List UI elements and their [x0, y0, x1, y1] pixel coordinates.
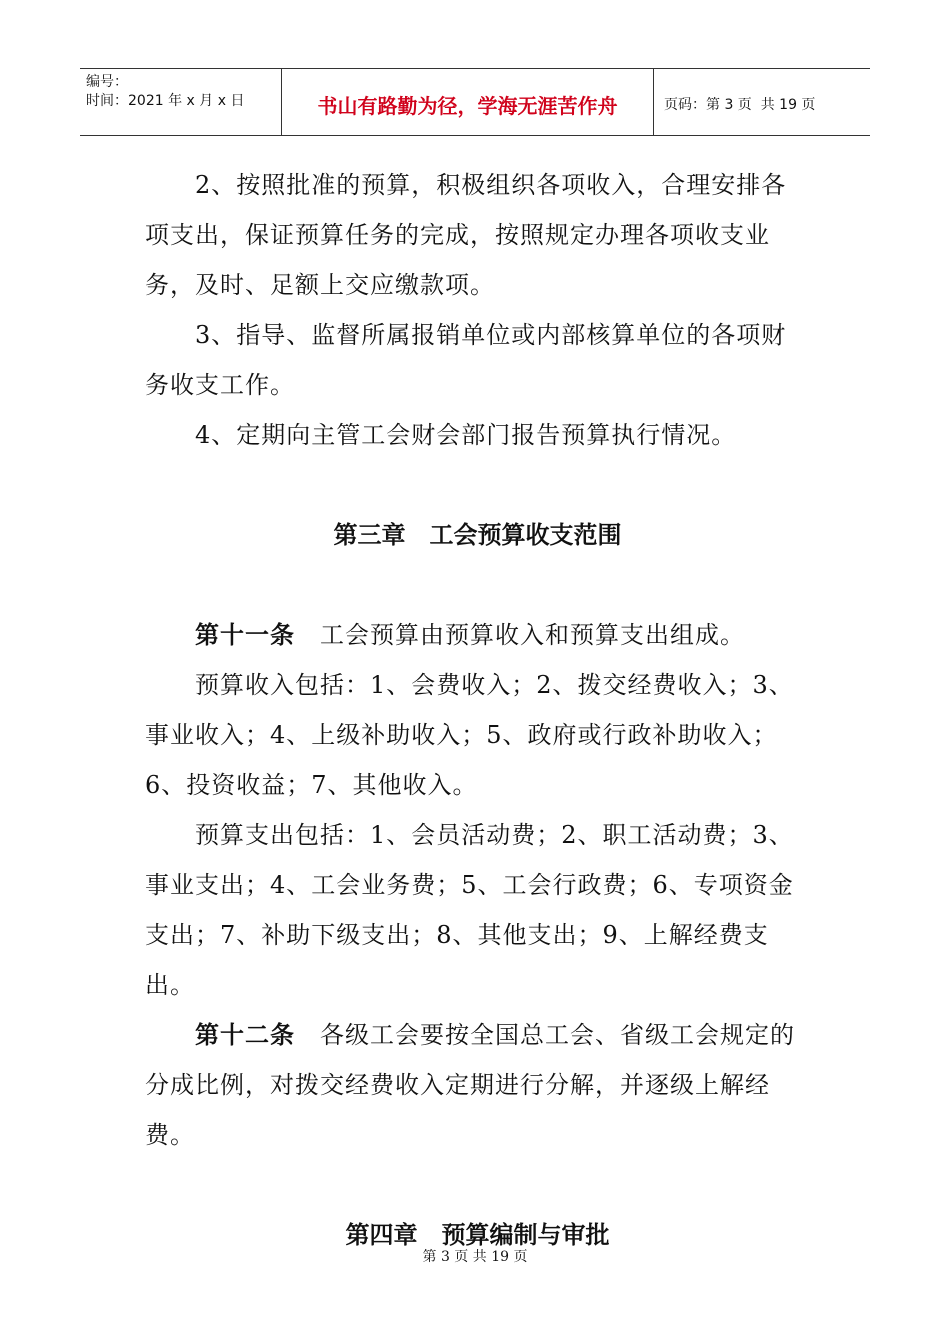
header-time: 时间：2021 年 x 月 x 日	[86, 93, 245, 109]
chapter-3-title: 第三章 工会预算收支范围	[333, 521, 622, 549]
paragraph-item-3: 3、指导、监督所属报销单位或内部核算单位的各项财务收支工作。	[145, 321, 787, 399]
header-motto: 书山有路勤为径，学海无涯苦作舟	[282, 69, 654, 135]
chapter-4-title: 第四章 预算编制与审批	[345, 1221, 610, 1249]
header-page-info	[654, 69, 870, 135]
article-12-text: 各级工会要按全国总工会、省级工会规定的分成比例，对拨交经费收入定期进行分解，并逐级上解经费。	[145, 1021, 795, 1149]
paragraph-income: 预算收入包括：1、会费收入；2、拨交经费收入；3、事业收入；4、上级补助收入；5、政府或行政补助收入；6、投资收益；7、其他收入。	[145, 671, 794, 799]
article-11-text: 工会预算由预算收入和预算支出组成。	[295, 621, 745, 649]
article-11	[145, 610, 810, 660]
article-12-label: 第十二条	[195, 1021, 295, 1049]
paragraph-expense: 预算支出包括：1、会员活动费；2、职工活动费；3、事业支出；4、工会业务费；5、工会行政费；6、专项资金支出；7、补助下级支出；8、其他支出；9、上解经费支出。	[145, 821, 794, 999]
document-body	[145, 160, 810, 1260]
document-header	[80, 68, 870, 136]
article-11-label: 第十一条	[195, 621, 295, 649]
paragraph-item-2: 2、按照批准的预算，积极组织各项收入，合理安排各项支出，保证预算任务的完成，按照规定办理各项收支业务，及时、足额上交应缴款项。	[145, 171, 787, 299]
header-page-info-text: 页码：第 3 页 共 19 页	[664, 97, 816, 113]
paragraph-item-4: 4、定期向主管工会财会部门报告预算执行情况。	[195, 421, 737, 449]
header-number: 编号：	[86, 74, 128, 90]
header-meta	[80, 69, 282, 135]
article-12	[145, 1010, 810, 1160]
page-footer: 第 3 页 共 19 页	[422, 1249, 528, 1265]
